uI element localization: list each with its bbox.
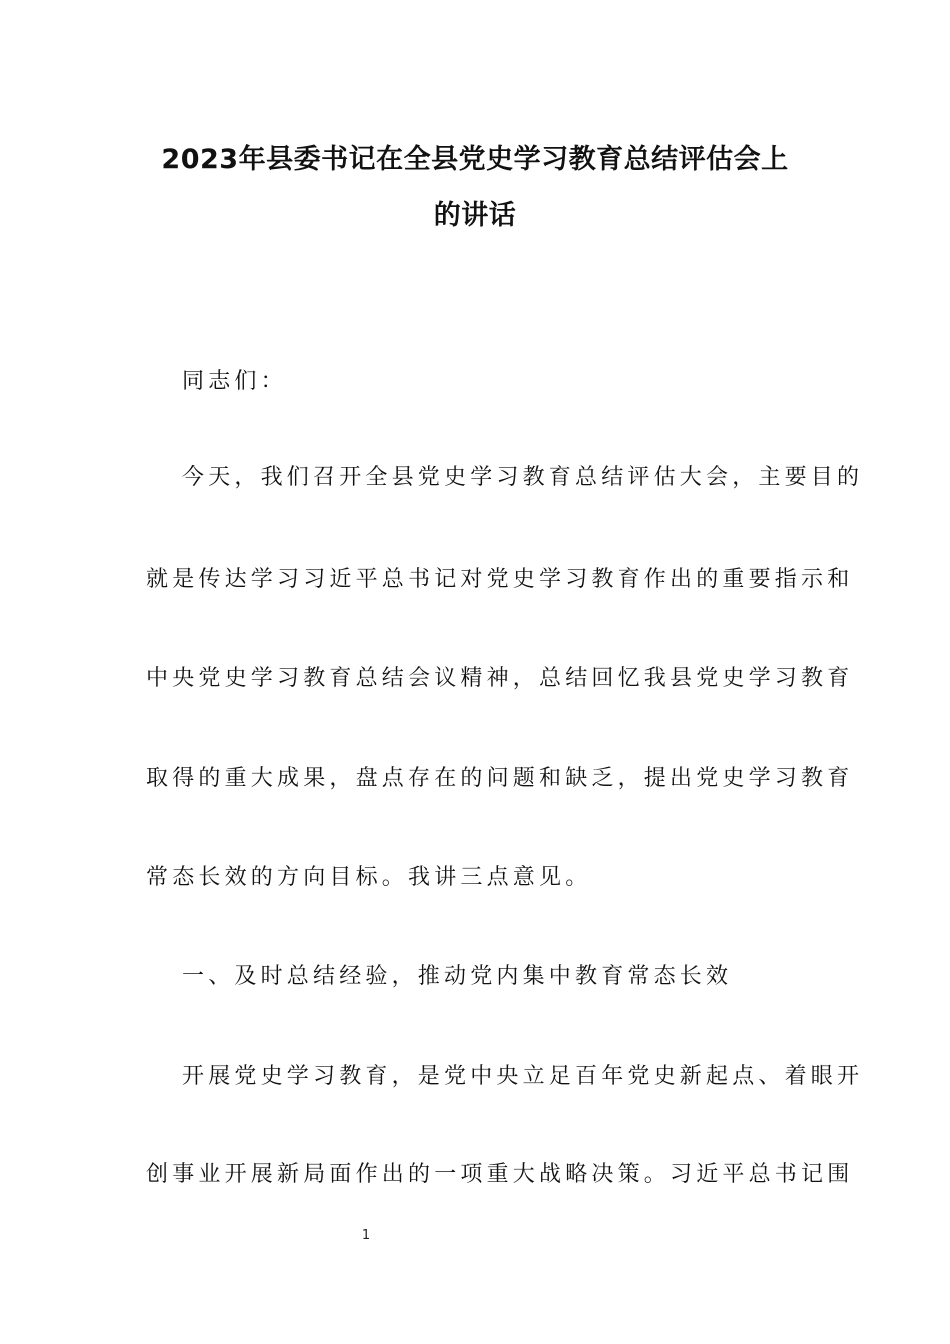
document-title-line-1: 2023年县委书记在全县党史学习教育总结评估会上: [161, 144, 789, 175]
paragraph-line: 创事业开展新局面作出的一项重大战略决策。习近平总书记围: [146, 1162, 854, 1187]
salutation: 同志们：: [182, 369, 287, 394]
page-number: 1: [361, 1228, 371, 1243]
paragraph-line: 取得的重大成果，盘点存在的问题和缺乏，提出党史学习教育: [146, 766, 854, 791]
paragraph-line: 常态长效的方向目标。我讲三点意见。: [146, 865, 592, 890]
paragraph-line: 中央党史学习教育总结会议精神，总结回忆我县党史学习教育: [146, 666, 854, 691]
paragraph-line: 今天，我们召开全县党史学习教育总结评估大会，主要目的: [182, 465, 864, 490]
section-heading: 一、及时总结经验，推动党内集中教育常态长效: [182, 964, 733, 989]
document-title-line-2: 的讲话: [433, 200, 517, 231]
paragraph-line: 就是传达学习习近平总书记对党史学习教育作出的重要指示和: [146, 567, 854, 592]
paragraph-line: 开展党史学习教育，是党中央立足百年党史新起点、着眼开: [182, 1064, 864, 1089]
